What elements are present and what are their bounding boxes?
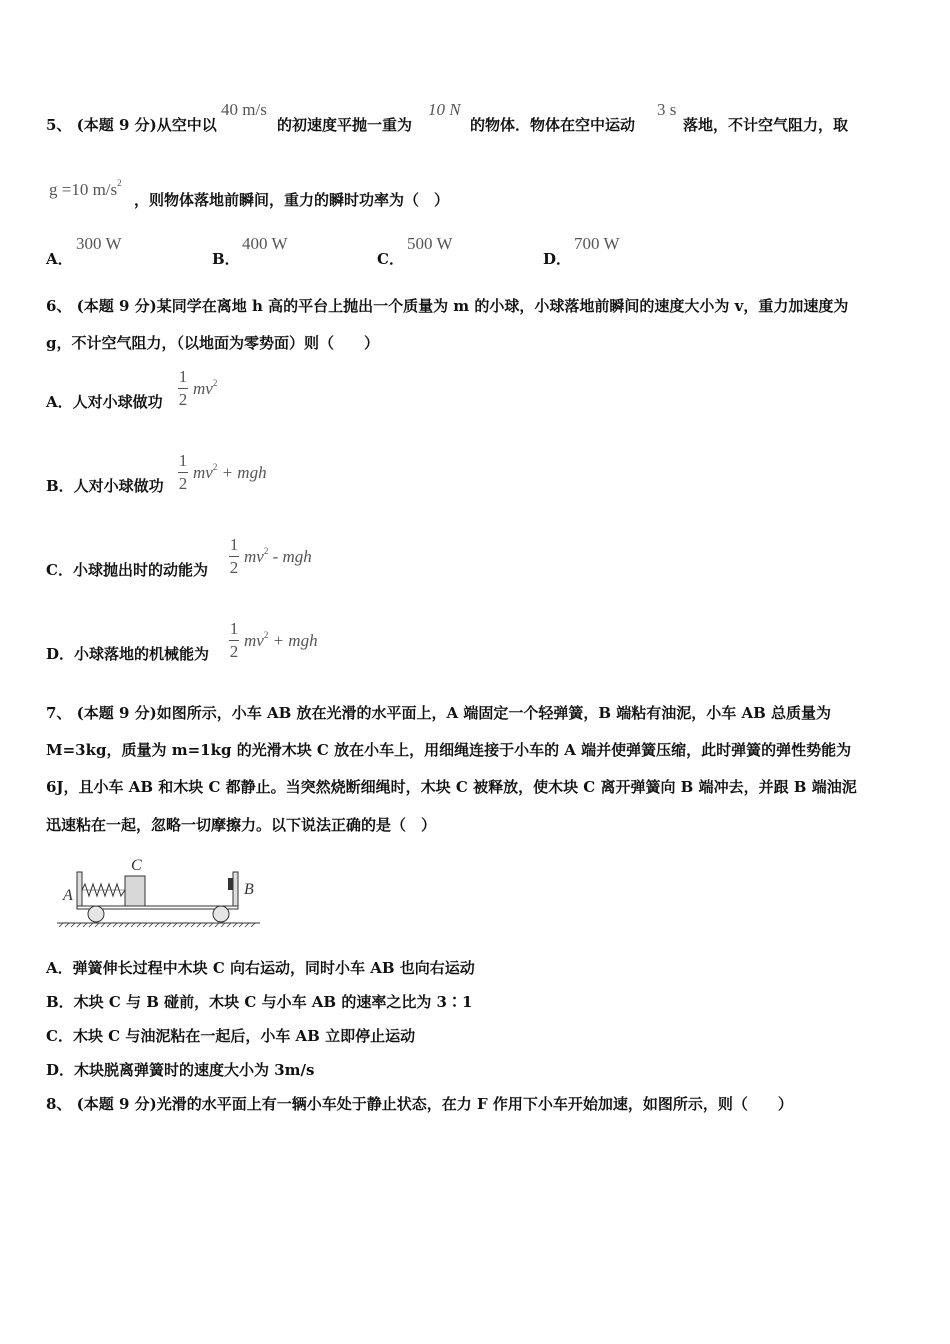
q5-option-c-label: C． — [377, 250, 404, 268]
q8-line-1: 8、 (本题 9 分)光滑的水平面上有一辆小车处于静止状态，在力 F 作用下小车开始加速，如图所示，则（ ） — [46, 1095, 793, 1113]
q7-line-4: 迅速粘在一起，忽略一切摩擦力。以下说法正确的是（ ） — [46, 816, 437, 834]
ground-hatching — [59, 923, 255, 927]
q7-option-a: A．弹簧伸长过程中木块 C 向右运动，同时小车 AB 也向右运动 — [46, 959, 475, 977]
q6-option-b-text: B．人对小球做功 — [46, 477, 164, 495]
q6-option-d-expression: $mv^2$ + mgh — [244, 630, 318, 650]
q6-option-c-text: C．小球抛出时的动能为 — [46, 561, 208, 579]
q6-option-a-text: A．人对小球做功 — [46, 393, 163, 411]
q5-option-a-value: 300 W — [76, 234, 122, 253]
q5-text-3: 落地，不计空气阻力，取 — [683, 116, 849, 134]
block-c — [125, 876, 145, 906]
q6-option-b-expression: $mv^2$ + mgh — [193, 462, 267, 482]
wheel-right — [213, 906, 229, 922]
q6-option-c-expression: $mv^2$ - mgh — [244, 546, 312, 566]
q6-option-a-fraction: 1 2 — [178, 367, 188, 409]
wheel-left — [88, 906, 104, 922]
q7-option-c: C．木块 C 与油泥粘在一起后，小车 AB 立即停止运动 — [46, 1027, 416, 1045]
q5-gravity: g =10 $m/s^2$ — [49, 178, 122, 199]
oil-putty — [228, 878, 233, 890]
q7-line-3: 6J，且小车 AB 和木块 C 都静止。当突然烧断细绳时，木块 C 被释放，使木块 C 离开弹簧向 B 端冲去，并跟 B 端油泥 — [46, 778, 857, 796]
q5-option-c-value: 500 W — [407, 234, 453, 253]
q5-option-b-label: B． — [212, 250, 240, 268]
q5-text-1: 的初速度平抛一重为 — [277, 116, 413, 134]
cart-end-b — [233, 872, 238, 906]
q5-option-d-value: 700 W — [574, 234, 620, 253]
q5-option-b-value: 400 W — [242, 234, 288, 253]
q5-text-2: 的物体．物体在空中运动 — [470, 116, 636, 134]
q5-option-d-label: D． — [543, 250, 572, 268]
figure-label-a: A — [63, 887, 73, 904]
q6-option-b-fraction: 1 2 — [178, 451, 188, 493]
q6-line-2: g，不计空气阻力，（以地面为零势面）则（ ） — [46, 334, 379, 352]
q6-option-d-text: D．小球落地的机械能为 — [46, 645, 210, 663]
figure-label-c: C — [131, 857, 142, 874]
q5-option-a-label: A． — [46, 250, 73, 268]
q5-weight: 10 N — [428, 100, 461, 119]
q6-option-a-expression: $mv^2$ — [193, 378, 218, 398]
q6-line-1: 6、 (本题 9 分)某同学在离地 h 高的平台上抛出一个质量为 m 的小球，小球落地前瞬间的速度大小为 v，重力加速度为 — [46, 297, 849, 315]
q7-option-d: D．木块脱离弹簧时的速度大小为 3m/s — [46, 1061, 315, 1079]
cart-end-a — [77, 872, 82, 906]
q5-prefix: 5、 (本题 9 分)从空中以 — [46, 116, 217, 134]
q7-option-b: B．木块 C 与 B 碰前，木块 C 与小车 AB 的速率之比为 3∶1 — [46, 993, 473, 1011]
q5-initial-velocity: 40 m/s — [221, 100, 267, 119]
q7-line-1: 7、 (本题 9 分)如图所示，小车 AB 放在光滑的水平面上，A 端固定一个轻弹簧，B 端粘有油泥，小车 AB 总质量为 — [46, 704, 832, 722]
q6-option-c-fraction: 1 2 — [229, 535, 239, 577]
q5-time: 3 s — [657, 100, 677, 119]
q7-line-2: M=3kg，质量为 m=1kg 的光滑木块 C 放在小车上，用细绳连接于小车的 A 端并使弹簧压缩，此时弹簧的弹性势能为 — [46, 741, 852, 759]
q6-option-d-fraction: 1 2 — [229, 619, 239, 661]
q7-cart-figure — [55, 852, 265, 932]
figure-label-b: B — [244, 881, 254, 898]
q5-question: ，则物体落地前瞬间，重力的瞬时功率为（ ） — [134, 191, 450, 209]
